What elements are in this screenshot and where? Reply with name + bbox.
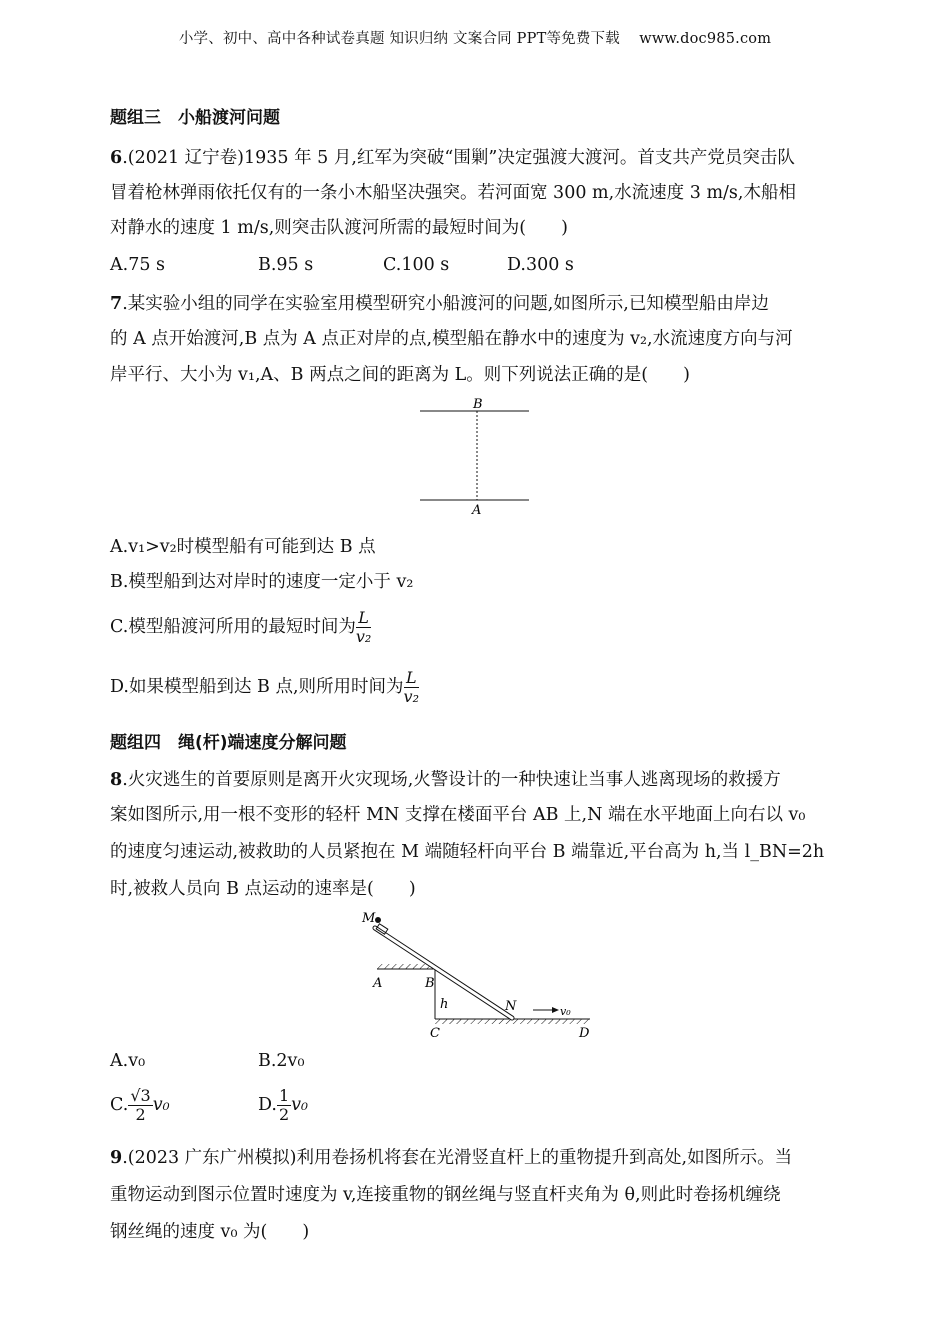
q7-option-d[interactable] [110,667,419,707]
frac-numerator: 1 [278,1085,290,1105]
frac-denominator: 2 [135,1105,146,1124]
q6-line1-text: .(2021 辽宁卷)1935 年 5 月,红军为突破“围剿”决定强渡大渡河。首支共产党员突击队 [122,148,795,168]
label-m: M [362,911,376,926]
q7-option-b[interactable]: B.模型船到达对岸时的速度一定小于 v₂ [110,572,414,592]
label-n: N [505,999,517,1014]
q6-line2: 冒着枪林弹雨依托仅有的一条小木船坚决强突。若河面宽 300 m,水流速度 3 m/s,木船相 [110,183,796,203]
header-text: 小学、初中、高中各种试卷真题 知识归纳 文案合同 PPT等免费下载 [178,31,620,47]
q9-line1 [110,1146,792,1170]
label-c: C [430,1026,440,1041]
header-url[interactable]: www.doc985.com [639,31,772,47]
q7-line3: 岸平行、大小为 v₁,A、B 两点之间的距离为 L。则下列说法正确的是( ) [110,365,690,385]
q6-option-a[interactable]: A.75 s [110,255,166,275]
q8-option-b[interactable]: B.2v₀ [258,1051,305,1071]
label-b: B [425,976,435,991]
q7-option-c-fraction [356,609,371,647]
q9-line2: 重物运动到图示位置时速度为 v,连接重物的钢丝绳与竖直杆夹角为 θ,则此时卷扬机缠绕 [110,1185,781,1205]
q8-option-a[interactable]: A.v₀ [110,1051,146,1071]
q6-option-d[interactable]: D.300 s [507,255,574,275]
q7-line1 [110,292,769,316]
frac-denominator: v₂ [403,687,419,706]
frac-numerator: L [356,609,371,628]
page-header [0,27,950,48]
q8-option-d[interactable] [258,1085,308,1125]
q7-option-d-text: D.如果模型船到达 B 点,则所用时间为 [110,677,404,697]
q8-option-c-fraction [128,1087,152,1125]
q9-line1-text: .(2023 广东广州模拟)利用卷扬机将套在光滑竖直杆上的重物提升到高处,如图所示。当 [122,1148,793,1168]
q7-line1-text: .某实验小组的同学在实验室用模型研究小船渡河的问题,如图所示,已知模型船由岸边 [122,294,769,314]
q6-option-c[interactable]: C.100 s [383,255,450,275]
frac-denominator: v₂ [355,627,372,646]
q8-number: 8 [110,770,123,790]
label-a: A [472,503,482,518]
arrow-head-icon [552,1007,559,1013]
label-b: B [473,397,483,412]
q8-line1 [110,768,781,792]
platform-hatch [377,964,435,969]
group3-heading: 题组三 小船渡河问题 [110,108,280,128]
frac-denominator: 2 [278,1105,290,1124]
q8-line4: 时,被救人员向 B 点运动的速率是( ) [110,879,416,899]
q8-option-d-label: D. [258,1095,277,1115]
q9-line3: 钢丝绳的速度 v₀ 为( ) [110,1222,310,1242]
q8-line2: 案如图所示,用一根不变形的轻杆 MN 支撑在楼面平台 AB 上,N 端在水平地面上向右以 v₀ [110,805,806,825]
q8-option-c-tail: v₀ [152,1095,170,1115]
q7-option-c-text: C.模型船渡河所用的最短时间为 [110,617,356,637]
q7-number: 7 [110,294,123,314]
frac-numerator: L [404,669,419,688]
q7-line2: 的 A 点开始渡河,B 点为 A 点正对岸的点,模型船在静水中的速度为 v₂,水流速度方向与河 [110,329,793,349]
q8-rescue-figure [355,906,605,1044]
q6-option-b[interactable]: B.95 s [258,255,314,275]
group4-heading: 题组四 绳(杆)端速度分解问题 [110,733,347,753]
q9-number: 9 [110,1148,123,1168]
person-icon [375,917,381,923]
q8-option-d-tail: v₀ [291,1095,309,1115]
q6-line1 [110,146,795,170]
label-h: h [440,997,449,1012]
q7-option-a[interactable]: A.v₁>v₂时模型船有可能到达 B 点 [110,537,376,557]
q8-line3: 的速度匀速运动,被救助的人员紧抱在 M 端随轻杆向平台 B 端靠近,平台高为 h,当 l_BN=2h [110,842,825,862]
label-d: D [579,1026,590,1041]
q8-line1-text: .火灾逃生的首要原则是离开火灾现场,火警设计的一种快速让当事人逃离现场的救援方 [122,770,781,790]
label-a: A [373,976,383,991]
q7-river-figure [415,394,535,519]
frac-numerator: √3 [130,1085,151,1105]
q7-option-d-fraction [404,669,419,707]
q8-option-d-fraction [277,1087,291,1125]
q7-option-c[interactable] [110,607,371,647]
q6-line3: 对静水的速度 1 m/s,则突击队渡河所需的最短时间为( ) [110,218,568,238]
q8-option-c-label: C. [110,1095,129,1115]
label-v0: v₀ [560,1005,571,1018]
q8-option-c[interactable] [110,1085,170,1125]
q6-number: 6 [110,148,123,168]
